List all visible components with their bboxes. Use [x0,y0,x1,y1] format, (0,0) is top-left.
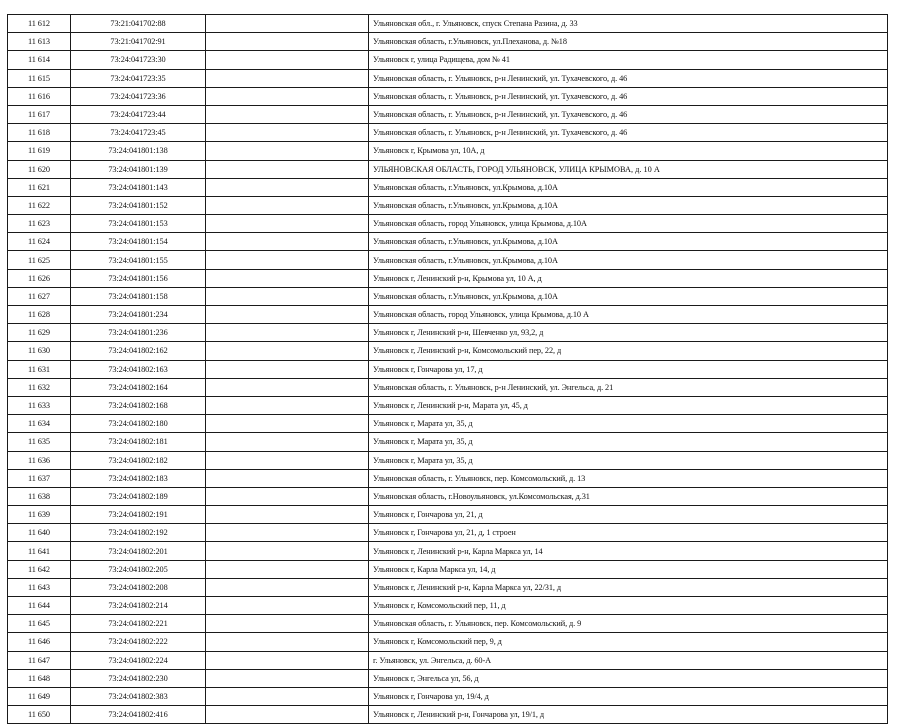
empty-cell [206,124,369,142]
address-cell: Ульяновск г, Энгельса ул, 56, д [369,669,888,687]
cadastral-number-cell: 73:21:041702:91 [71,33,206,51]
table-row [8,524,888,542]
empty-cell [206,633,369,651]
address-cell: Ульяновская область, г.Ульяновск, ул.Плеханова, д. №18 [369,33,888,51]
address-cell: Ульяновская область, г.Ульяновск, ул.Крымова, д.10А [369,233,888,251]
row-number-cell: 11 617 [8,105,71,123]
cadastral-number-cell: 73:24:041801:156 [71,269,206,287]
cadastral-number-cell: 73:24:041802:383 [71,687,206,705]
table-row [8,433,888,451]
row-number-cell: 11 643 [8,578,71,596]
cadastral-number-cell: 73:24:041723:30 [71,51,206,69]
empty-cell [206,669,369,687]
cadastral-number-cell: 73:24:041723:35 [71,69,206,87]
table-row [8,706,888,724]
table-row [8,506,888,524]
table-row [8,378,888,396]
address-cell: Ульяновская область, г.Новоульяновск, ул.Комсомольская, д.31 [369,487,888,505]
address-cell: Ульяновск г, Крымова ул, 10А, д [369,142,888,160]
table-row [8,178,888,196]
empty-cell [206,487,369,505]
row-number-cell: 11 620 [8,160,71,178]
address-cell: Ульяновск г, Ленинский р-н, Карла Маркса ул, 14 [369,542,888,560]
cadastral-number-cell: 73:24:041802:205 [71,560,206,578]
row-number-cell: 11 631 [8,360,71,378]
empty-cell [206,306,369,324]
cadastral-number-cell: 73:24:041801:155 [71,251,206,269]
address-cell: Ульяновск г, Марата ул, 35, д [369,451,888,469]
empty-cell [206,324,369,342]
row-number-cell: 11 647 [8,651,71,669]
cadastral-number-cell: 73:21:041702:88 [71,15,206,33]
address-cell: Ульяновская область, г. Ульяновск, пер. Комсомольский, д. 9 [369,615,888,633]
row-number-cell: 11 632 [8,378,71,396]
empty-cell [206,142,369,160]
empty-cell [206,415,369,433]
address-cell: Ульяновская область, г. Ульяновск, р-н Ленинский, ул. Тухачевского, д. 46 [369,69,888,87]
table-row [8,215,888,233]
address-cell: Ульяновская область, город Ульяновск, улица Крымова, д.10 А [369,306,888,324]
cadastral-number-cell: 73:24:041723:36 [71,87,206,105]
address-cell: Ульяновск г, Марата ул, 35, д [369,415,888,433]
cadastral-number-cell: 73:24:041802:230 [71,669,206,687]
cadastral-table [7,14,888,724]
address-cell: Ульяновск г, Комсомольский пер, 9, д [369,633,888,651]
address-cell: Ульяновская область, г.Ульяновск, ул.Крымова, д.10А [369,196,888,214]
table-row [8,324,888,342]
cadastral-number-cell: 73:24:041802:180 [71,415,206,433]
empty-cell [206,651,369,669]
row-number-cell: 11 624 [8,233,71,251]
address-cell: Ульяновская обл., г. Ульяновск, спуск Степана Разина, д. 33 [369,15,888,33]
empty-cell [206,524,369,542]
table-row [8,15,888,33]
row-number-cell: 11 618 [8,124,71,142]
address-cell: Ульяновская область, город Ульяновск, улица Крымова, д.10А [369,215,888,233]
row-number-cell: 11 622 [8,196,71,214]
cadastral-number-cell: 73:24:041802:163 [71,360,206,378]
empty-cell [206,69,369,87]
table-row [8,396,888,414]
address-cell: Ульяновск г, Ленинский р-н, Комсомольский пер, 22, д [369,342,888,360]
cadastral-number-cell: 73:24:041801:158 [71,287,206,305]
table-row [8,342,888,360]
table-row [8,451,888,469]
row-number-cell: 11 621 [8,178,71,196]
empty-cell [206,396,369,414]
empty-cell [206,615,369,633]
table-row [8,469,888,487]
table-row [8,142,888,160]
address-cell: Ульяновск г, Марата ул, 35, д [369,433,888,451]
cadastral-number-cell: 73:24:041802:224 [71,651,206,669]
table-row [8,633,888,651]
table-row [8,233,888,251]
cadastral-number-cell: 73:24:041802:201 [71,542,206,560]
empty-cell [206,178,369,196]
address-cell: Ульяновск г, Ленинский р-н, Марата ул, 45, д [369,396,888,414]
table-row [8,105,888,123]
address-cell: Ульяновская область, г.Ульяновск, ул.Крымова, д.10А [369,287,888,305]
empty-cell [206,269,369,287]
table-row [8,87,888,105]
row-number-cell: 11 623 [8,215,71,233]
empty-cell [206,51,369,69]
address-cell: Ульяновская область, г. Ульяновск, р-н Ленинский, ул. Тухачевского, д. 46 [369,124,888,142]
cadastral-number-cell: 73:24:041801:234 [71,306,206,324]
cadastral-number-cell: 73:24:041802:214 [71,597,206,615]
cadastral-table-body [8,15,888,724]
table-row [8,415,888,433]
row-number-cell: 11 644 [8,597,71,615]
row-number-cell: 11 641 [8,542,71,560]
table-row [8,160,888,178]
cadastral-number-cell: 73:24:041801:153 [71,215,206,233]
empty-cell [206,105,369,123]
row-number-cell: 11 619 [8,142,71,160]
row-number-cell: 11 645 [8,615,71,633]
address-cell: Ульяновск г, Ленинский р-н, Крымова ул, 10 А, д [369,269,888,287]
address-cell: Ульяновская область, г. Ульяновск, пер. Комсомольский, д. 13 [369,469,888,487]
address-cell: Ульяновская область, г. Ульяновск, р-н Ленинский, ул. Энгельса, д. 21 [369,378,888,396]
row-number-cell: 11 613 [8,33,71,51]
empty-cell [206,378,369,396]
address-cell: Ульяновская область, г.Ульяновск, ул.Крымова, д.10А [369,178,888,196]
cadastral-number-cell: 73:24:041802:222 [71,633,206,651]
table-row [8,615,888,633]
table-row [8,269,888,287]
cadastral-number-cell: 73:24:041802:192 [71,524,206,542]
empty-cell [206,33,369,51]
address-cell: Ульяновская область, г. Ульяновск, р-н Ленинский, ул. Тухачевского, д. 46 [369,87,888,105]
row-number-cell: 11 625 [8,251,71,269]
empty-cell [206,87,369,105]
address-cell: Ульяновская область, г. Ульяновск, р-н Ленинский, ул. Тухачевского, д. 46 [369,105,888,123]
cadastral-number-cell: 73:24:041802:181 [71,433,206,451]
table-row [8,597,888,615]
row-number-cell: 11 634 [8,415,71,433]
address-cell: УЛЬЯНОВСКАЯ ОБЛАСТЬ, ГОРОД УЛЬЯНОВСК, УЛИЦА КРЫМОВА, д. 10 А [369,160,888,178]
empty-cell [206,560,369,578]
row-number-cell: 11 614 [8,51,71,69]
address-cell: Ульяновск г, Комсомольский пер, 11, д [369,597,888,615]
table-row [8,251,888,269]
cadastral-number-cell: 73:24:041802:416 [71,706,206,724]
table-row [8,196,888,214]
row-number-cell: 11 633 [8,396,71,414]
row-number-cell: 11 642 [8,560,71,578]
empty-cell [206,433,369,451]
empty-cell [206,215,369,233]
row-number-cell: 11 636 [8,451,71,469]
row-number-cell: 11 630 [8,342,71,360]
cadastral-number-cell: 73:24:041802:168 [71,396,206,414]
row-number-cell: 11 627 [8,287,71,305]
cadastral-number-cell: 73:24:041802:162 [71,342,206,360]
row-number-cell: 11 649 [8,687,71,705]
address-cell: Ульяновск г, Ленинский р-н, Гончарова ул, 19/1, д [369,706,888,724]
cadastral-number-cell: 73:24:041801:152 [71,196,206,214]
row-number-cell: 11 612 [8,15,71,33]
row-number-cell: 11 638 [8,487,71,505]
table-row [8,287,888,305]
cadastral-number-cell: 73:24:041801:139 [71,160,206,178]
table-row [8,51,888,69]
empty-cell [206,597,369,615]
cadastral-number-cell: 73:24:041802:183 [71,469,206,487]
table-row [8,487,888,505]
table-row [8,687,888,705]
empty-cell [206,506,369,524]
row-number-cell: 11 637 [8,469,71,487]
cadastral-number-cell: 73:24:041802:221 [71,615,206,633]
address-cell: Ульяновск г, Ленинский р-н, Шевченко ул, 93,2, д [369,324,888,342]
cadastral-number-cell: 73:24:041802:182 [71,451,206,469]
empty-cell [206,469,369,487]
table-row [8,578,888,596]
row-number-cell: 11 635 [8,433,71,451]
address-cell: Ульяновск г, Гончарова ул, 21, д, 1 строен [369,524,888,542]
empty-cell [206,160,369,178]
empty-cell [206,342,369,360]
row-number-cell: 11 640 [8,524,71,542]
table-row [8,669,888,687]
row-number-cell: 11 615 [8,69,71,87]
row-number-cell: 11 650 [8,706,71,724]
address-cell: Ульяновск г, Карла Маркса ул, 14, д [369,560,888,578]
row-number-cell: 11 646 [8,633,71,651]
empty-cell [206,196,369,214]
table-row [8,124,888,142]
table-row [8,560,888,578]
row-number-cell: 11 648 [8,669,71,687]
empty-cell [206,251,369,269]
table-row [8,306,888,324]
empty-cell [206,451,369,469]
empty-cell [206,706,369,724]
cadastral-number-cell: 73:24:041801:138 [71,142,206,160]
cadastral-number-cell: 73:24:041802:189 [71,487,206,505]
address-cell: Ульяновск г, Гончарова ул, 19/4, д [369,687,888,705]
address-cell: Ульяновск г, Ленинский р-н, Карла Маркса ул, 22/31, д [369,578,888,596]
table-row [8,651,888,669]
address-cell: г. Ульяновск, ул. Энгельса, д. 60-А [369,651,888,669]
row-number-cell: 11 616 [8,87,71,105]
cadastral-number-cell: 73:24:041723:45 [71,124,206,142]
row-number-cell: 11 629 [8,324,71,342]
row-number-cell: 11 639 [8,506,71,524]
table-row [8,360,888,378]
empty-cell [206,15,369,33]
table-row [8,542,888,560]
cadastral-number-cell: 73:24:041801:143 [71,178,206,196]
empty-cell [206,687,369,705]
address-cell: Ульяновская область, г.Ульяновск, ул.Крымова, д.10А [369,251,888,269]
empty-cell [206,578,369,596]
cadastral-number-cell: 73:24:041802:208 [71,578,206,596]
cadastral-number-cell: 73:24:041801:236 [71,324,206,342]
cadastral-number-cell: 73:24:041802:191 [71,506,206,524]
table-row [8,69,888,87]
empty-cell [206,233,369,251]
empty-cell [206,287,369,305]
cadastral-number-cell: 73:24:041801:154 [71,233,206,251]
address-cell: Ульяновск г, улица Радищева, дом № 41 [369,51,888,69]
cadastral-number-cell: 73:24:041723:44 [71,105,206,123]
address-cell: Ульяновск г, Гончарова ул, 21, д [369,506,888,524]
address-cell: Ульяновск г, Гончарова ул, 17, д [369,360,888,378]
row-number-cell: 11 626 [8,269,71,287]
empty-cell [206,360,369,378]
table-row [8,33,888,51]
cadastral-number-cell: 73:24:041802:164 [71,378,206,396]
row-number-cell: 11 628 [8,306,71,324]
empty-cell [206,542,369,560]
